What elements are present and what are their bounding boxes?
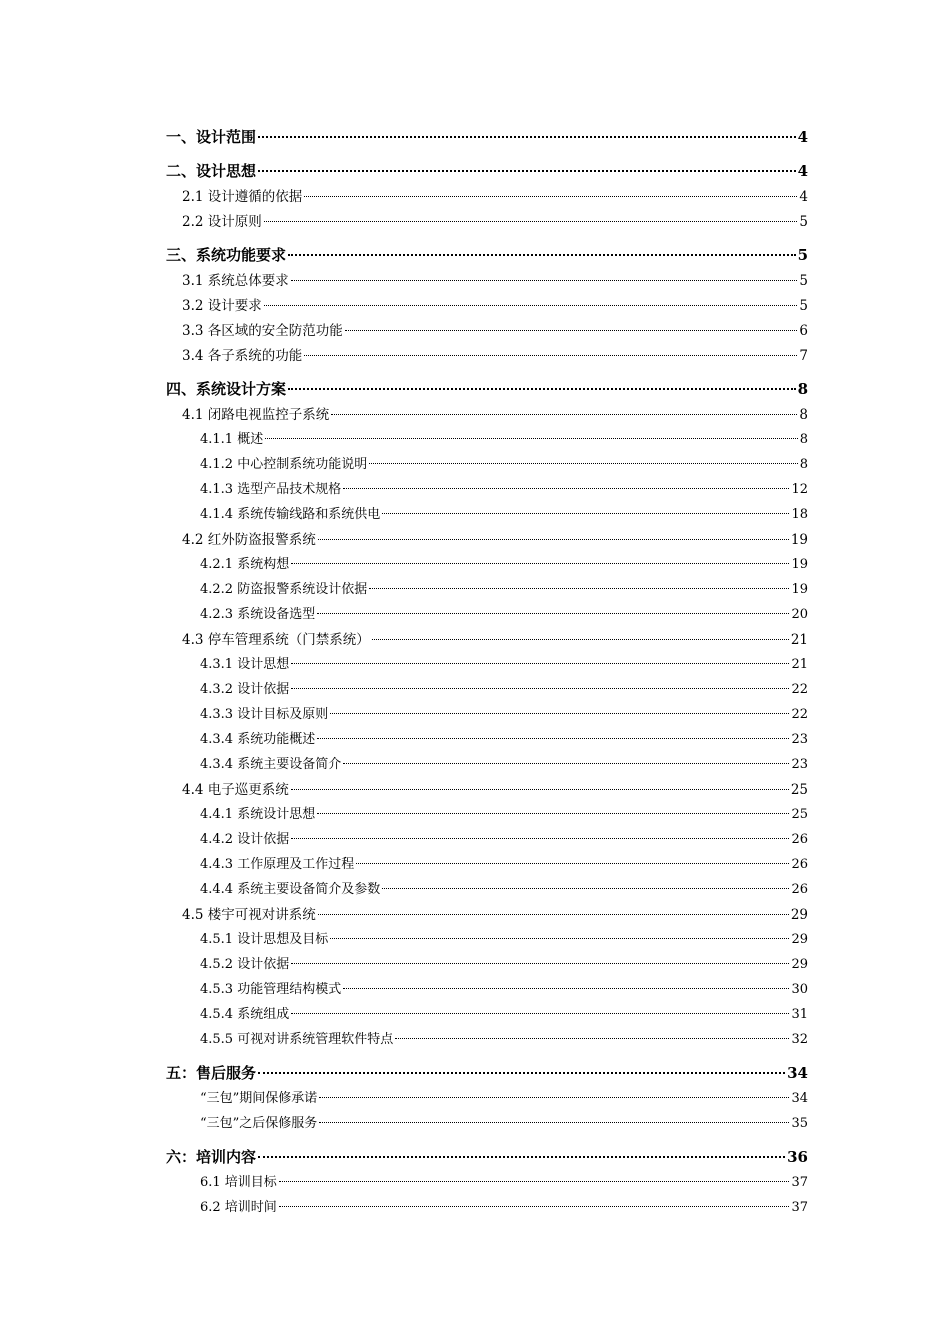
- toc-subsection-entry[interactable]: [166, 678, 808, 703]
- table-of-contents: [166, 126, 808, 1221]
- toc-page-number: 21: [790, 632, 808, 648]
- dot-leader: [319, 1121, 789, 1123]
- dot-leader: [279, 1205, 790, 1207]
- toc-page-number: 12: [791, 482, 808, 497]
- dot-leader: [343, 987, 789, 989]
- dot-leader: [382, 512, 789, 514]
- toc-page-number: 5: [799, 298, 808, 314]
- toc-entry-title: 4.3.4 系统主要设备简介: [200, 757, 342, 772]
- toc-page-number: 29: [790, 907, 808, 923]
- toc-page-number: 8: [797, 380, 808, 398]
- toc-subsection-entry[interactable]: [166, 828, 808, 853]
- toc-page-number: 4: [797, 162, 808, 180]
- toc-entry-title: 2.1 设计遵循的依据: [182, 189, 303, 205]
- dot-leader: [369, 587, 789, 589]
- toc-entry-title: 4.2.2 防盗报警系统设计依据: [200, 582, 368, 597]
- toc-entry-title: 4.5.4 系统组成: [200, 1007, 290, 1022]
- dot-leader: [264, 304, 798, 306]
- dot-leader: [317, 812, 789, 814]
- toc-subsection-entry[interactable]: [166, 1028, 808, 1053]
- toc-page-number: 29: [791, 932, 808, 947]
- dot-leader: [369, 462, 798, 464]
- toc-subsection-entry[interactable]: [166, 1171, 808, 1196]
- toc-entry-title: 2.2 设计原则: [182, 214, 262, 230]
- toc-section-entry[interactable]: [166, 294, 808, 319]
- toc-entry-title: 4.5 楼宇可视对讲系统: [182, 907, 316, 923]
- toc-subsection-entry[interactable]: [166, 853, 808, 878]
- toc-subsection-entry[interactable]: [166, 703, 808, 728]
- toc-subsection-entry[interactable]: [166, 1003, 808, 1028]
- dot-leader: [291, 687, 789, 689]
- toc-page-number: 35: [791, 1116, 808, 1131]
- toc-page-number: 32: [791, 1032, 808, 1047]
- toc-page-number: 6: [799, 323, 808, 339]
- toc-entry-title: 三、系统功能要求: [166, 246, 287, 264]
- toc-entry-title: 4.1.4 系统传输线路和系统供电: [200, 507, 381, 522]
- toc-chapter-entry[interactable]: [166, 1146, 808, 1171]
- toc-entry-title: 4.4 电子巡更系统: [182, 782, 289, 798]
- toc-subsection-entry[interactable]: [166, 928, 808, 953]
- dot-leader: [258, 169, 796, 172]
- dot-leader: [331, 413, 797, 415]
- toc-subsection-entry[interactable]: [166, 1112, 808, 1137]
- toc-section-entry[interactable]: [166, 344, 808, 369]
- toc-chapter-entry[interactable]: [166, 1062, 808, 1087]
- dot-leader: [291, 1012, 789, 1014]
- toc-page-number: 36: [787, 1148, 808, 1166]
- toc-page-number: 7: [799, 348, 808, 364]
- toc-subsection-entry[interactable]: [166, 978, 808, 1003]
- dot-leader: [279, 1180, 790, 1182]
- toc-page-number: 30: [791, 982, 808, 997]
- dot-leader: [318, 913, 789, 915]
- toc-page-number: 19: [791, 557, 808, 572]
- dot-leader: [291, 279, 798, 281]
- toc-entry-title: 4.4.4 系统主要设备简介及参数: [200, 882, 381, 897]
- toc-entry-title: 六：培训内容: [166, 1148, 257, 1166]
- dot-leader: [317, 612, 789, 614]
- toc-page-number: 26: [791, 857, 808, 872]
- dot-leader: [330, 937, 789, 939]
- dot-leader: [343, 487, 789, 489]
- toc-section-entry[interactable]: [166, 903, 808, 928]
- toc-page-number: 20: [791, 607, 808, 622]
- toc-section-entry[interactable]: [166, 185, 808, 210]
- toc-entry-title: 4.5.1 设计思想及目标: [200, 932, 329, 947]
- toc-section-entry[interactable]: [166, 319, 808, 344]
- dot-leader: [288, 387, 796, 390]
- toc-page-number: 8: [799, 407, 808, 423]
- toc-chapter-entry[interactable]: [166, 160, 808, 185]
- dot-leader: [304, 354, 797, 356]
- dot-leader: [318, 538, 789, 540]
- toc-subsection-entry[interactable]: [166, 1087, 808, 1112]
- dot-leader: [291, 562, 789, 564]
- toc-chapter-entry[interactable]: [166, 126, 808, 151]
- dot-leader: [382, 887, 789, 889]
- toc-section-entry[interactable]: [166, 269, 808, 294]
- toc-subsection-entry[interactable]: [166, 728, 808, 753]
- toc-page-number: 22: [791, 682, 808, 697]
- toc-entry-title: 4.4.1 系统设计思想: [200, 807, 316, 822]
- dot-leader: [372, 638, 789, 640]
- dot-leader: [291, 962, 789, 964]
- toc-page-number: 25: [791, 807, 808, 822]
- toc-entry-title: 3.2 设计要求: [182, 298, 262, 314]
- toc-entry-title: 4.5.3 功能管理结构模式: [200, 982, 342, 997]
- dot-leader: [319, 1096, 789, 1098]
- toc-subsection-entry[interactable]: [166, 578, 808, 603]
- toc-entry-title: 4.5.5 可视对讲系统管理软件特点: [200, 1032, 394, 1047]
- dot-leader: [291, 837, 789, 839]
- toc-subsection-entry[interactable]: [166, 653, 808, 678]
- dot-leader: [258, 1155, 785, 1158]
- dot-leader: [330, 712, 789, 714]
- toc-page-number: 4: [797, 128, 808, 146]
- toc-page-number: 19: [791, 582, 808, 597]
- toc-page-number: 29: [791, 957, 808, 972]
- toc-page-number: 26: [791, 832, 808, 847]
- toc-page-number: 5: [797, 246, 808, 264]
- toc-section-entry[interactable]: [166, 210, 808, 235]
- toc-section-entry[interactable]: [166, 778, 808, 803]
- toc-subsection-entry[interactable]: [166, 953, 808, 978]
- toc-chapter-entry[interactable]: [166, 378, 808, 403]
- toc-subsection-entry[interactable]: [166, 503, 808, 528]
- toc-page-number: 5: [799, 214, 808, 230]
- toc-entry-title: 4.2.3 系统设备选型: [200, 607, 316, 622]
- toc-page-number: 34: [791, 1091, 808, 1106]
- toc-subsection-entry[interactable]: [166, 803, 808, 828]
- dot-leader: [291, 662, 789, 664]
- dot-leader: [258, 1071, 785, 1074]
- dot-leader: [356, 862, 789, 864]
- toc-chapter-entry[interactable]: [166, 244, 808, 269]
- toc-entry-title: 6.2 培训时间: [200, 1200, 277, 1215]
- toc-page-number: 22: [791, 707, 808, 722]
- toc-entry-title: 五：售后服务: [166, 1064, 257, 1082]
- toc-entry-title: 6.1 培训目标: [200, 1175, 277, 1190]
- toc-entry-title: 4.3.3 设计目标及原则: [200, 707, 329, 722]
- toc-page-number: 21: [791, 657, 808, 672]
- toc-page-number: 23: [791, 757, 808, 772]
- toc-entry-title: 4.1.1 概述: [200, 432, 264, 447]
- toc-entry-title: 4.5.2 设计依据: [200, 957, 290, 972]
- toc-entry-title: 4.1.3 选型产品技术规格: [200, 482, 342, 497]
- dot-leader: [264, 220, 798, 222]
- toc-entry-title: 4.4.3 工作原理及工作过程: [200, 857, 355, 872]
- toc-entry-title: 一、设计范围: [166, 128, 257, 146]
- toc-subsection-entry[interactable]: [166, 878, 808, 903]
- toc-entry-title: “三包”之后保修服务: [200, 1116, 318, 1131]
- toc-page-number: 34: [787, 1064, 808, 1082]
- toc-subsection-entry[interactable]: [166, 428, 808, 453]
- dot-leader: [288, 253, 796, 256]
- toc-entry-title: 4.1 闭路电视监控子系统: [182, 407, 330, 423]
- toc-subsection-entry[interactable]: [166, 753, 808, 778]
- toc-page-number: 8: [799, 432, 808, 447]
- toc-page-number: 23: [791, 732, 808, 747]
- dot-leader: [258, 135, 796, 138]
- dot-leader: [343, 762, 789, 764]
- toc-subsection-entry[interactable]: [166, 1196, 808, 1221]
- toc-entry-title: 4.4.2 设计依据: [200, 832, 290, 847]
- dot-leader: [265, 437, 798, 439]
- toc-subsection-entry[interactable]: [166, 478, 808, 503]
- toc-entry-title: 4.3.1 设计思想: [200, 657, 290, 672]
- toc-page-number: 25: [790, 782, 808, 798]
- toc-page-number: 8: [799, 457, 808, 472]
- toc-entry-title: 4.2.1 系统构想: [200, 557, 290, 572]
- toc-entry-title: 3.4 各子系统的功能: [182, 348, 303, 364]
- toc-page-number: 37: [791, 1175, 808, 1190]
- dot-leader: [291, 788, 789, 790]
- toc-page-number: 5: [799, 273, 808, 289]
- toc-page-number: 19: [790, 532, 808, 548]
- toc-page-number: 31: [791, 1007, 808, 1022]
- toc-section-entry[interactable]: [166, 628, 808, 653]
- toc-entry-title: “三包”期间保修承诺: [200, 1091, 318, 1106]
- dot-leader: [395, 1037, 789, 1039]
- toc-entry-title: 4.1.2 中心控制系统功能说明: [200, 457, 368, 472]
- toc-section-entry[interactable]: [166, 403, 808, 428]
- toc-entry-title: 3.1 系统总体要求: [182, 273, 289, 289]
- dot-leader: [317, 737, 789, 739]
- toc-page-number: 4: [799, 189, 808, 205]
- dot-leader: [304, 195, 797, 197]
- toc-subsection-entry[interactable]: [166, 603, 808, 628]
- toc-section-entry[interactable]: [166, 528, 808, 553]
- toc-entry-title: 3.3 各区域的安全防范功能: [182, 323, 343, 339]
- toc-page-number: 37: [791, 1200, 808, 1215]
- toc-page-number: 26: [791, 882, 808, 897]
- toc-page-number: 18: [791, 507, 808, 522]
- toc-subsection-entry[interactable]: [166, 453, 808, 478]
- toc-entry-title: 4.2 红外防盗报警系统: [182, 532, 316, 548]
- toc-entry-title: 4.3 停车管理系统（门禁系统）: [182, 632, 370, 648]
- toc-entry-title: 四、系统设计方案: [166, 380, 287, 398]
- toc-entry-title: 4.3.2 设计依据: [200, 682, 290, 697]
- toc-subsection-entry[interactable]: [166, 553, 808, 578]
- dot-leader: [345, 329, 798, 331]
- toc-entry-title: 4.3.4 系统功能概述: [200, 732, 316, 747]
- toc-entry-title: 二、设计思想: [166, 162, 257, 180]
